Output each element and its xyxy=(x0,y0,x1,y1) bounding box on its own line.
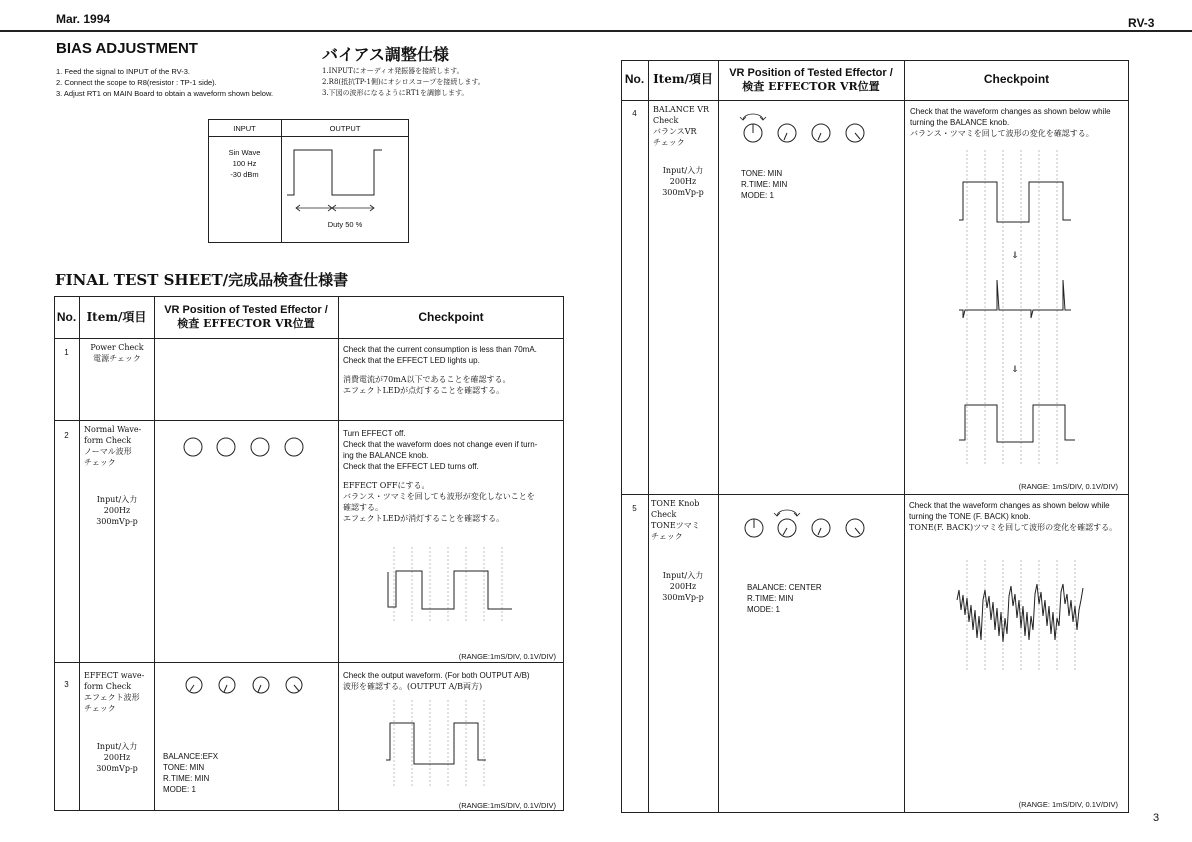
row3-check: Check the output waveform. (For both OUTPUT A/B) 波形を確認する。(OUTPUT A/B両方) xyxy=(343,671,530,691)
row2-knobs xyxy=(176,434,312,460)
knob-icon xyxy=(217,438,235,456)
bias-duty: Duty 50 % xyxy=(327,220,363,229)
col-no: No. xyxy=(56,310,77,324)
row5-input: Input/入力 200Hz 300mVp-p xyxy=(662,571,704,602)
header-rule xyxy=(0,30,1192,32)
row2-range: (RANGE:1mS/DIV, 0.1V/DIV) xyxy=(458,652,556,661)
col-vr-r: VR Position of Tested Effector / 検査 EFFECTOR VR位置 xyxy=(729,67,893,93)
bias-step-2: 2. Connect the scope to R8(resistor : TP-1 side). xyxy=(56,78,217,87)
row2-check: Turn EFFECT off. Check that the waveform does not change even if turn- ing the BALANCE knob. Check that the EFFECT LED turns off. EFFECT OFFにする。 バランス・ツマミを回しても波形が変化しないことを 確認する。 エフェクトLEDが消灯することを確認する。 xyxy=(343,429,538,523)
arrow-down-icon: ⇓ xyxy=(1011,364,1019,374)
row5-knobs xyxy=(740,508,870,546)
row2-input: Input/入力 200Hz 300mVp-p xyxy=(96,495,138,526)
row4-check: Check that the waveform changes as shown below while turning the BALANCE knob. バランス・ツマミを回して波形の変化を確認する。 xyxy=(910,107,1111,138)
row1-item: Power Check 電源チェック xyxy=(90,343,144,363)
row4-input: Input/入力 200Hz 300mVp-p xyxy=(662,166,704,197)
row5-check: Check that the waveform changes as shown below while turning the TONE (F. BACK) knob. TONE(F. BACK)ツマミを回して波形の変化を確認する。 xyxy=(909,501,1118,532)
col-vr: VR Position of Tested Effector / 検査 EFFECTOR VR位置 xyxy=(164,304,328,330)
row5-waveform xyxy=(955,560,1087,675)
final-title: FINAL TEST SHEET/完成品検査仕様書 xyxy=(55,271,349,289)
row2-no: 2 xyxy=(64,431,69,440)
row2-item: Normal Wave- form Check ノーマル波形 チェック xyxy=(84,425,142,467)
row4-item: BALANCE VR Check バランスVR チェック xyxy=(653,105,710,147)
row5-no: 5 xyxy=(632,504,637,513)
bias-step-jp-2: 2.R8(抵抗TP-1側)にオシロスコープを接続します。 xyxy=(322,78,485,86)
row5-item: TONE Knob Check TONEツマミ チェック xyxy=(651,499,700,541)
row4-knobs xyxy=(735,108,865,146)
bias-steps-en xyxy=(56,66,273,99)
row3-input: Input/入力 200Hz 300mVp-p xyxy=(96,742,138,773)
bias-step-1: 1. Feed the signal to INPUT of the RV-3. xyxy=(56,67,190,76)
bias-output-label: OUTPUT xyxy=(329,124,361,133)
row4-no: 4 xyxy=(632,109,637,118)
col-check-r: Checkpoint xyxy=(983,72,1050,86)
knob-icon xyxy=(184,438,202,456)
page-number: 3 xyxy=(1153,812,1160,824)
arrow-down-icon: ⇓ xyxy=(1011,250,1019,260)
bias-steps-jp xyxy=(322,66,485,99)
row4-range: (RANGE: 1mS/DIV, 0.1V/DIV) xyxy=(1018,482,1118,491)
row3-vr: BALANCE:EFX TONE: MIN R.TIME: MIN MODE: 1 xyxy=(163,752,219,794)
bias-input-label: INPUT xyxy=(233,124,256,133)
bias-title-jp: バイアス調整仕様 xyxy=(322,45,449,64)
row3-knobs xyxy=(180,673,312,697)
col-item: Item/項目 xyxy=(86,310,147,324)
row5-range: (RANGE: 1mS/DIV, 0.1V/DIV) xyxy=(1018,800,1118,809)
row3-range: (RANGE:1mS/DIV, 0.1V/DIV) xyxy=(458,801,556,810)
col-check: Checkpoint xyxy=(418,310,484,324)
row3-no: 3 xyxy=(64,680,69,689)
row5-vr: BALANCE: CENTER R.TIME: MIN MODE: 1 xyxy=(747,583,822,614)
row3-item: EFFECT wave- form Check エフェクト波形 チェック xyxy=(84,671,145,713)
knob-icon xyxy=(285,438,303,456)
bias-input-values: Sin Wave 100 Hz -30 dBm xyxy=(228,148,261,179)
knob-icon xyxy=(251,438,269,456)
row2-waveform xyxy=(384,545,514,625)
row4-vr: TONE: MIN R.TIME: MIN MODE: 1 xyxy=(741,169,788,200)
row1-no: 1 xyxy=(64,348,69,357)
bias-step-3: 3. Adjust RT1 on MAIN Board to obtain a waveform shown below. xyxy=(56,89,274,98)
page-date: Mar. 1994 xyxy=(56,12,111,26)
row3-waveform xyxy=(382,698,512,790)
col-no-r: No. xyxy=(624,72,645,86)
bias-title: BIAS ADJUSTMENT xyxy=(56,40,198,57)
bias-step-jp-1: 1.INPUTにオーディオ発振器を接続します。 xyxy=(322,67,464,75)
row4-waveforms xyxy=(955,150,1085,470)
row1-check: Check that the current consumption is less than 70mA. Check that the EFFECT LED lights up. 消費電流が70mA以下であることを確認する。 エフェクトLEDが点灯することを確認する。 xyxy=(343,345,537,395)
bias-step-jp-3: 3.下図の波形になるようにRT1を調節します。 xyxy=(322,89,469,97)
page-model: RV-3 xyxy=(1128,16,1155,30)
col-item-r: Item/項目 xyxy=(653,72,713,86)
